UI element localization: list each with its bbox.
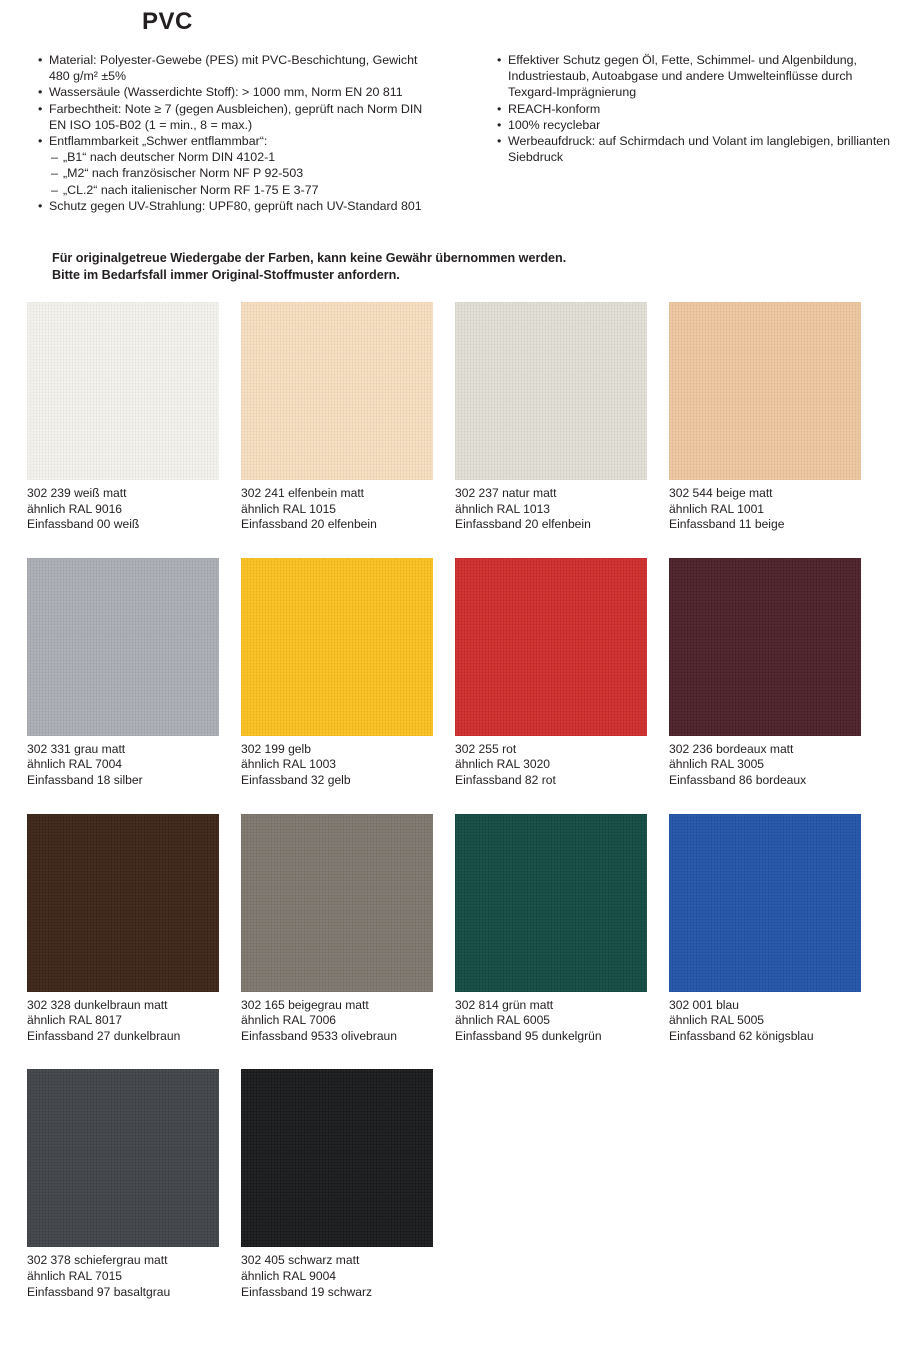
swatch-ral: ähnlich RAL 7015 [27, 1268, 123, 1283]
swatch-label [455, 742, 669, 789]
swatch-ral: ähnlich RAL 7004 [27, 757, 123, 772]
swatch-cell[interactable] [27, 302, 241, 533]
swatch-label [455, 486, 669, 533]
fabric-texture-overlay [241, 558, 433, 736]
spec-subitem: – „B1“ nach deutscher Norm DIN 4102-1 [49, 149, 437, 165]
swatch-color-sample[interactable] [241, 302, 433, 480]
fabric-texture-overlay [669, 302, 861, 480]
swatch-label [27, 742, 241, 789]
swatch-code: 302 239 weiß matt [27, 486, 127, 500]
fabric-texture-overlay [241, 814, 433, 992]
spec-text: Material: Polyester-Gewebe (PES) mit PVC-Beschichtung, Gewicht 480 g/m² ±5% [49, 53, 418, 84]
notice-line-2: Bitte im Bedarfsfall immer Original-Stoffmuster anfordern. [52, 267, 400, 282]
swatch-label [241, 742, 455, 789]
swatch-cell[interactable] [455, 558, 669, 789]
swatch-code: 302 165 beigegrau matt [241, 997, 369, 1012]
swatch-color-sample[interactable] [455, 814, 647, 992]
swatch-ral: ähnlich RAL 9004 [241, 1268, 337, 1283]
swatch-ral: ähnlich RAL 1001 [669, 501, 765, 516]
swatch-cell[interactable] [241, 558, 455, 789]
swatch-color-sample[interactable] [241, 814, 433, 992]
swatch-grid [27, 302, 883, 1325]
swatch-cell[interactable] [241, 302, 455, 533]
swatch-label [669, 486, 883, 533]
swatch-ral: ähnlich RAL 5005 [669, 1013, 765, 1028]
spec-item [36, 52, 437, 84]
spec-list-right [495, 52, 896, 165]
swatch-binding-tape: Einfassband 32 gelb [241, 772, 351, 787]
swatch-color-sample[interactable] [241, 1069, 433, 1247]
swatch-color-sample[interactable] [241, 558, 433, 736]
swatch-cell[interactable] [27, 558, 241, 789]
spec-text: Werbeaufdruck: auf Schirmdach und Volant im langlebigen, brillianten Siebdruck [508, 134, 891, 165]
swatch-cell[interactable] [241, 814, 455, 1045]
fabric-texture-overlay [455, 814, 647, 992]
swatch-color-sample[interactable] [27, 558, 219, 736]
fabric-texture-overlay [455, 558, 647, 736]
fabric-texture-overlay [27, 1069, 219, 1247]
swatch-color-sample[interactable] [27, 302, 219, 480]
swatch-label [241, 486, 455, 533]
swatch-code: 302 328 dunkelbraun matt [27, 997, 168, 1012]
swatch-ral: ähnlich RAL 1015 [241, 501, 337, 516]
fabric-texture-overlay [27, 814, 219, 992]
spec-text: REACH-konform [508, 101, 601, 116]
spec-subitem: – „CL.2“ nach italienischer Norm RF 1-75 E 3-77 [49, 182, 437, 198]
swatch-code: 302 814 grün matt [455, 997, 554, 1012]
spec-subitem: – „M2“ nach französischer Norm NF P 92-503 [49, 165, 437, 181]
fabric-texture-overlay [241, 1069, 433, 1247]
swatch-code: 302 255 rot [455, 741, 517, 756]
swatch-cell[interactable] [669, 814, 883, 1045]
swatch-color-sample[interactable] [27, 814, 219, 992]
swatch-cell[interactable] [241, 1069, 455, 1300]
spec-item [36, 84, 437, 100]
color-accuracy-notice [52, 250, 566, 283]
spec-text: 100% recyclebar [508, 117, 601, 132]
swatch-label [669, 742, 883, 789]
swatch-ral: ähnlich RAL 3020 [455, 757, 551, 772]
swatch-color-sample[interactable] [669, 558, 861, 736]
swatch-ral: ähnlich RAL 3005 [669, 757, 765, 772]
swatch-code: 302 331 grau matt [27, 741, 126, 756]
swatch-label [27, 1253, 241, 1300]
spec-sublist [49, 149, 437, 198]
swatch-code: 302 236 bordeaux matt [669, 741, 794, 756]
swatch-ral: ähnlich RAL 6005 [455, 1013, 551, 1028]
swatch-label [27, 486, 241, 533]
spec-item [36, 101, 437, 133]
spec-item [495, 52, 896, 101]
swatch-binding-tape: Einfassband 82 rot [455, 772, 556, 787]
spec-item [495, 101, 896, 117]
swatch-ral: ähnlich RAL 7006 [241, 1013, 337, 1028]
fabric-texture-overlay [27, 302, 219, 480]
fabric-texture-overlay [455, 302, 647, 480]
swatch-code: 302 405 schwarz matt [241, 1253, 360, 1268]
swatch-binding-tape: Einfassband 86 bordeaux [669, 772, 807, 787]
spec-list-left [36, 52, 437, 214]
swatch-binding-tape: Einfassband 95 dunkelgrün [455, 1028, 602, 1043]
swatch-binding-tape: Einfassband 11 beige [669, 517, 785, 532]
swatch-color-sample[interactable] [669, 814, 861, 992]
swatch-cell[interactable] [455, 302, 669, 533]
swatch-color-sample[interactable] [455, 302, 647, 480]
spec-text: Farbechtheit: Note ≥ 7 (gegen Ausbleichen), geprüft nach Norm DIN EN ISO 105-B02 (1 = min., 8 = max.) [49, 101, 423, 132]
swatch-binding-tape: Einfassband 27 dunkelbraun [27, 1028, 181, 1043]
specifications [36, 52, 896, 214]
swatch-binding-tape: Einfassband 62 königsblau [669, 1028, 814, 1043]
swatch-ral: ähnlich RAL 8017 [27, 1013, 123, 1028]
notice-line-1: Für originalgetreue Wiedergabe der Farben, kann keine Gewähr übernommen werden. [52, 251, 567, 265]
swatch-binding-tape: Einfassband 20 elfenbein [241, 517, 377, 532]
swatch-cell[interactable] [669, 558, 883, 789]
spec-text: Schutz gegen UV-Strahlung: UPF80, geprüft nach UV-Standard 801 [49, 198, 422, 213]
swatch-binding-tape: Einfassband 20 elfenbein [455, 517, 591, 532]
swatch-label [669, 998, 883, 1045]
swatch-cell[interactable] [27, 814, 241, 1045]
swatch-ral: ähnlich RAL 1003 [241, 757, 337, 772]
spec-text: Wassersäule (Wasserdichte Stoff): > 1000 mm, Norm EN 20 811 [49, 85, 403, 100]
swatch-color-sample[interactable] [27, 1069, 219, 1247]
fabric-texture-overlay [669, 814, 861, 992]
swatch-ral: ähnlich RAL 9016 [27, 501, 123, 516]
spec-item [36, 133, 437, 198]
spec-item [36, 198, 437, 214]
swatch-code: 302 378 schiefergrau matt [27, 1253, 168, 1268]
spec-column-left [36, 52, 437, 214]
fabric-texture-overlay [241, 302, 433, 480]
spec-text: Entflammbarkeit „Schwer entflammbar“: [49, 134, 268, 149]
swatch-code: 302 237 natur matt [455, 486, 557, 500]
swatch-code: 302 544 beige matt [669, 486, 773, 500]
swatch-ral: ähnlich RAL 1013 [455, 501, 551, 516]
swatch-code: 302 241 elfenbein matt [241, 486, 365, 500]
swatch-binding-tape: Einfassband 9533 olivebraun [241, 1028, 397, 1043]
fabric-texture-overlay [669, 558, 861, 736]
spec-column-right [495, 52, 896, 214]
spec-text: Effektiver Schutz gegen Öl, Fette, Schimmel- und Algenbildung, Industriestaub, Autoabgase und andere Umwelteinflüsse durch Texgard-Imprägnierung [508, 53, 857, 100]
swatch-binding-tape: Einfassband 97 basaltgrau [27, 1284, 171, 1299]
swatch-cell[interactable] [455, 814, 669, 1045]
swatch-label [455, 998, 669, 1045]
fabric-texture-overlay [27, 558, 219, 736]
swatch-binding-tape: Einfassband 18 silber [27, 772, 143, 787]
spec-item [495, 133, 896, 165]
swatch-color-sample[interactable] [669, 302, 861, 480]
swatch-label [241, 998, 455, 1045]
swatch-code: 302 001 blau [669, 997, 739, 1012]
swatch-binding-tape: Einfassband 00 weiß [27, 517, 140, 532]
swatch-color-sample[interactable] [455, 558, 647, 736]
swatch-cell[interactable] [27, 1069, 241, 1300]
swatch-binding-tape: Einfassband 19 schwarz [241, 1284, 373, 1299]
swatch-cell[interactable] [669, 302, 883, 533]
swatch-code: 302 199 gelb [241, 741, 311, 756]
page-title: PVC [142, 8, 193, 35]
spec-item [495, 117, 896, 133]
swatch-label [27, 998, 241, 1045]
swatch-label [241, 1253, 455, 1300]
